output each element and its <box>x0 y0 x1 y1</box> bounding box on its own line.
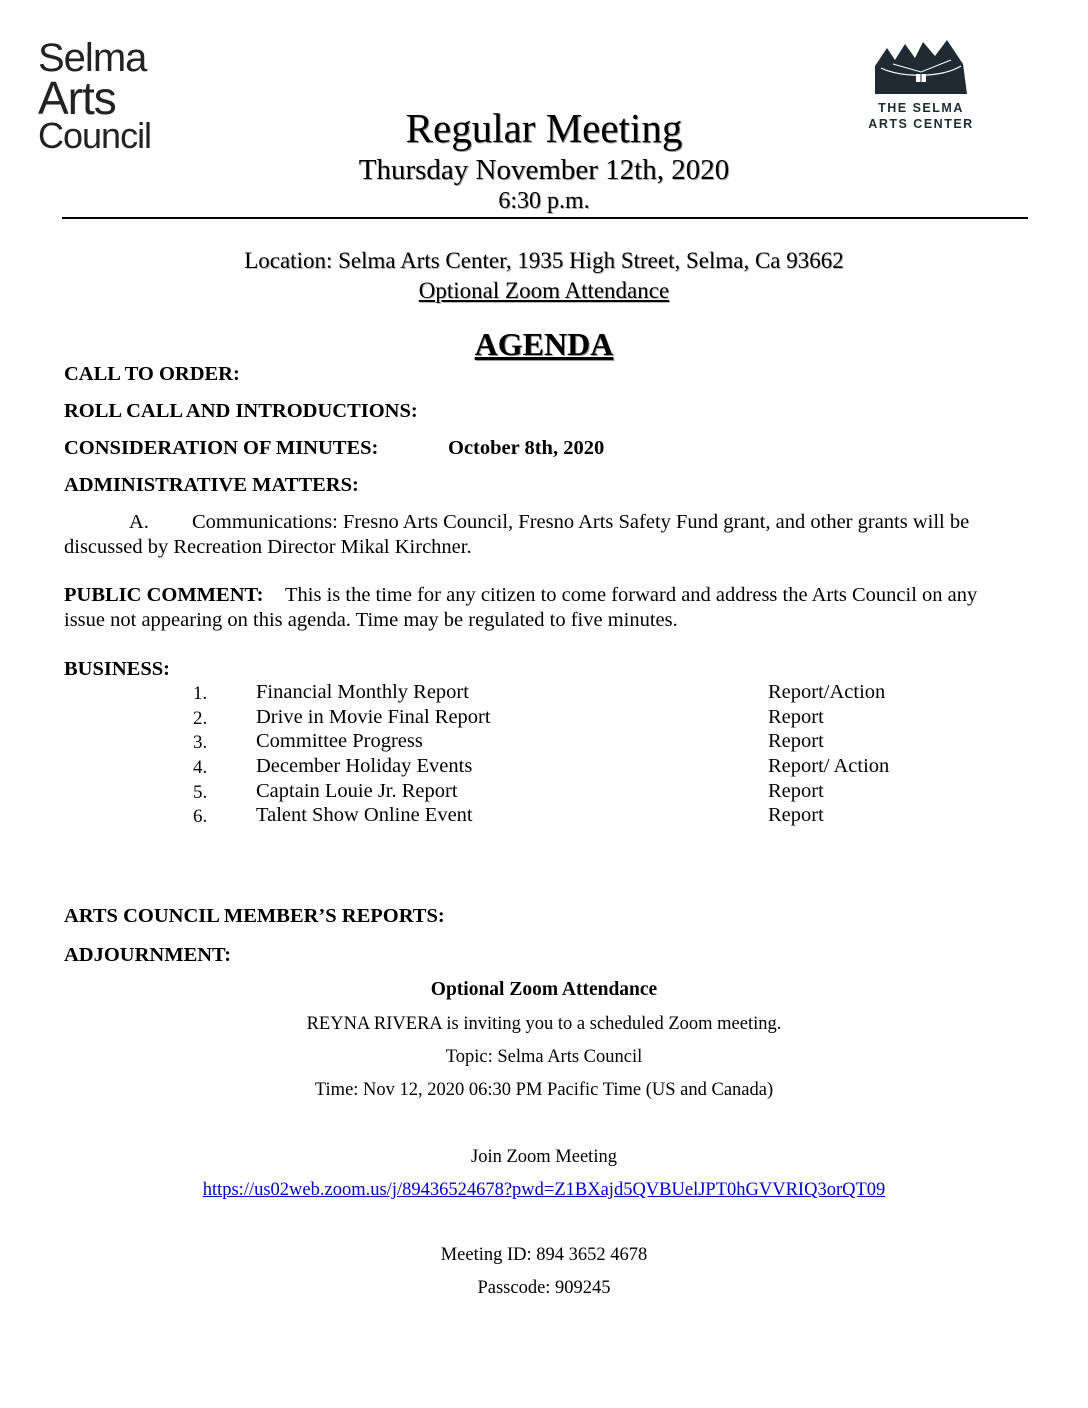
logo-line-council: Council <box>38 115 152 157</box>
business-item-title: Committee Progress <box>256 730 423 752</box>
agenda-title: AGENDA <box>474 326 614 362</box>
business-item-number: 1. <box>193 683 208 704</box>
header-divider <box>62 217 1028 219</box>
business-item-number: 2. <box>193 708 208 729</box>
zoom-link-row <box>0 1180 1088 1201</box>
business-item-status: Report <box>768 730 824 752</box>
business-item-title: Financial Monthly Report <box>256 681 469 703</box>
business-item-title: Captain Louie Jr. Report <box>256 780 458 802</box>
public-comment-heading: PUBLIC COMMENT: <box>64 584 264 606</box>
admin-item-text-line2: discussed by Recreation Director Mikal Kirchner. <box>64 536 472 558</box>
business-item-number: 5. <box>193 782 208 803</box>
admin-item-text-line1: Communications: Fresno Arts Council, Fresno Arts Safety Fund grant, and other grants will be <box>192 511 970 533</box>
meeting-date: Thursday November 12th, 2020 <box>358 154 730 186</box>
zoom-invite-text: REYNA RIVERA is inviting you to a scheduled Zoom meeting. <box>306 1014 782 1034</box>
zoom-attendance-note: Optional Zoom Attendance <box>418 278 670 303</box>
business-item-status: Report <box>768 804 824 826</box>
meeting-title: Regular Meeting <box>405 105 683 151</box>
zoom-meeting-id: Meeting ID: 894 3652 4678 <box>440 1245 648 1265</box>
join-zoom-label: Join Zoom Meeting <box>471 1147 617 1167</box>
business-item-status: Report/ Action <box>768 755 890 777</box>
business-item-number: 3. <box>193 732 208 753</box>
logo-caption-line1: THE SELMA <box>878 101 964 115</box>
zoom-topic: Topic: Selma Arts Council <box>445 1047 643 1067</box>
adjournment-heading: ADJOURNMENT: <box>64 944 232 966</box>
business-item-title: Drive in Movie Final Report <box>256 706 491 728</box>
call-to-order-heading: CALL TO ORDER: <box>64 363 240 385</box>
zoom-time: Time: Nov 12, 2020 06:30 PM Pacific Time (US and Canada) <box>314 1080 774 1100</box>
member-reports-heading: ARTS COUNCIL MEMBER’S REPORTS: <box>64 905 445 927</box>
business-item-status: Report <box>768 706 824 728</box>
zoom-meeting-link[interactable]: https://us02web.zoom.us/j/89436524678?pwd=Z1BXajd5QVBUelJPT0hGVVRIQ3orQT09 <box>202 1180 886 1200</box>
business-heading: BUSINESS: <box>64 658 170 680</box>
logo-line-arts: Arts <box>38 71 116 124</box>
public-comment-text-line2: issue not appearing on this agenda. Time may be regulated to five minutes. <box>64 609 678 631</box>
business-item-status: Report/Action <box>768 681 886 703</box>
minutes-date: October 8th, 2020 <box>448 437 605 459</box>
zoom-passcode: Passcode: 909245 <box>477 1278 611 1298</box>
public-comment-text-line1: This is the time for any citizen to come forward and address the Arts Council on any <box>285 584 978 606</box>
logo-line-selma: Selma <box>38 36 147 80</box>
minutes-heading: CONSIDERATION OF MINUTES: <box>64 437 379 459</box>
business-item-title: December Holiday Events <box>256 755 473 777</box>
meeting-location: Location: Selma Arts Center, 1935 High Street, Selma, Ca 93662 <box>244 248 844 273</box>
business-item-title: Talent Show Online Event <box>256 804 473 826</box>
business-item-number: 6. <box>193 806 208 827</box>
admin-item-letter: A. <box>129 511 149 533</box>
meeting-time: 6:30 p.m. <box>498 188 590 214</box>
zoom-heading: Optional Zoom Attendance <box>430 979 658 1000</box>
business-item-status: Report <box>768 780 824 802</box>
logo-caption-line2: ARTS CENTER <box>868 116 974 131</box>
business-item-number: 4. <box>193 757 208 778</box>
administrative-matters-heading: ADMINISTRATIVE MATTERS: <box>64 474 359 496</box>
arts-center-building-icon <box>871 38 971 96</box>
roll-call-heading: ROLL CALL AND INTRODUCTIONS: <box>64 400 418 422</box>
